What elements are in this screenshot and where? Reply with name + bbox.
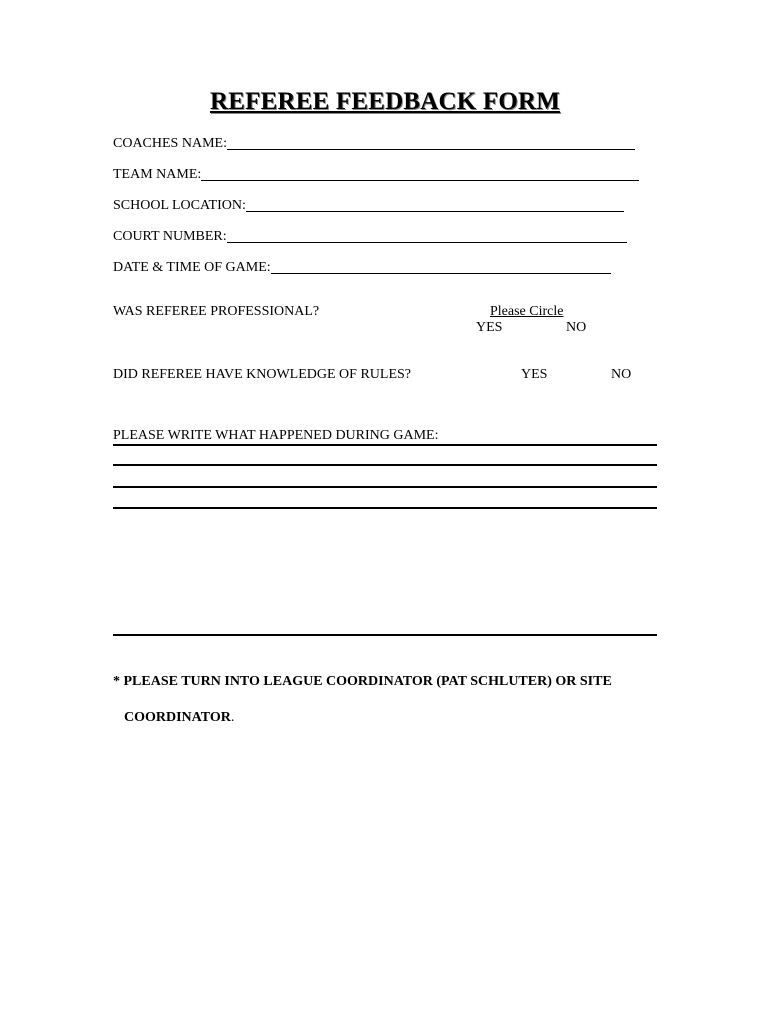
- professional-yes-option[interactable]: YES: [476, 320, 503, 335]
- professional-no-option[interactable]: NO: [566, 320, 587, 335]
- school-location-field[interactable]: [246, 209, 624, 212]
- date-time-row: [113, 256, 611, 276]
- team-name-row: [113, 163, 639, 183]
- narrative-line-3[interactable]: [113, 486, 657, 488]
- narrative-label: PLEASE WRITE WHAT HAPPENED DURING GAME:: [113, 428, 439, 443]
- coaches-name-label: COACHES NAME:: [113, 136, 227, 151]
- question-knowledge: DID REFEREE HAVE KNOWLEDGE OF RULES?: [113, 367, 411, 382]
- knowledge-yes-option[interactable]: YES: [521, 367, 548, 382]
- court-number-row: [113, 225, 627, 245]
- coaches-name-row: [113, 132, 635, 152]
- date-time-label: DATE & TIME OF GAME:: [113, 260, 271, 275]
- coaches-name-field[interactable]: [227, 147, 635, 150]
- narrative-line-2[interactable]: [113, 464, 657, 466]
- narrative-line-5[interactable]: [113, 634, 657, 636]
- narrative-line-4[interactable]: [113, 507, 657, 509]
- school-location-row: [113, 194, 624, 214]
- turn-in-note-period: .: [230, 710, 235, 725]
- question-professional: WAS REFEREE PROFESSIONAL?: [113, 304, 320, 319]
- turn-in-note-coordinator: COORDINATOR: [124, 710, 231, 725]
- turn-in-note-line-1: * PLEASE TURN INTO LEAGUE COORDINATOR (PAT SCHLUTER) OR SITE: [113, 674, 612, 689]
- court-number-label: COURT NUMBER:: [113, 229, 227, 244]
- team-name-field[interactable]: [201, 178, 639, 181]
- narrative-line-1[interactable]: [113, 444, 657, 446]
- form-title: REFEREE FEEDBACK FORM: [209, 88, 561, 115]
- knowledge-no-option[interactable]: NO: [611, 367, 632, 382]
- turn-in-note-line-2: [124, 710, 234, 726]
- please-circle-instruction: Please Circle: [490, 304, 564, 319]
- team-name-label: TEAM NAME:: [113, 167, 202, 182]
- court-number-field[interactable]: [227, 240, 627, 243]
- date-time-field[interactable]: [271, 271, 611, 274]
- school-location-label: SCHOOL LOCATION:: [113, 198, 246, 213]
